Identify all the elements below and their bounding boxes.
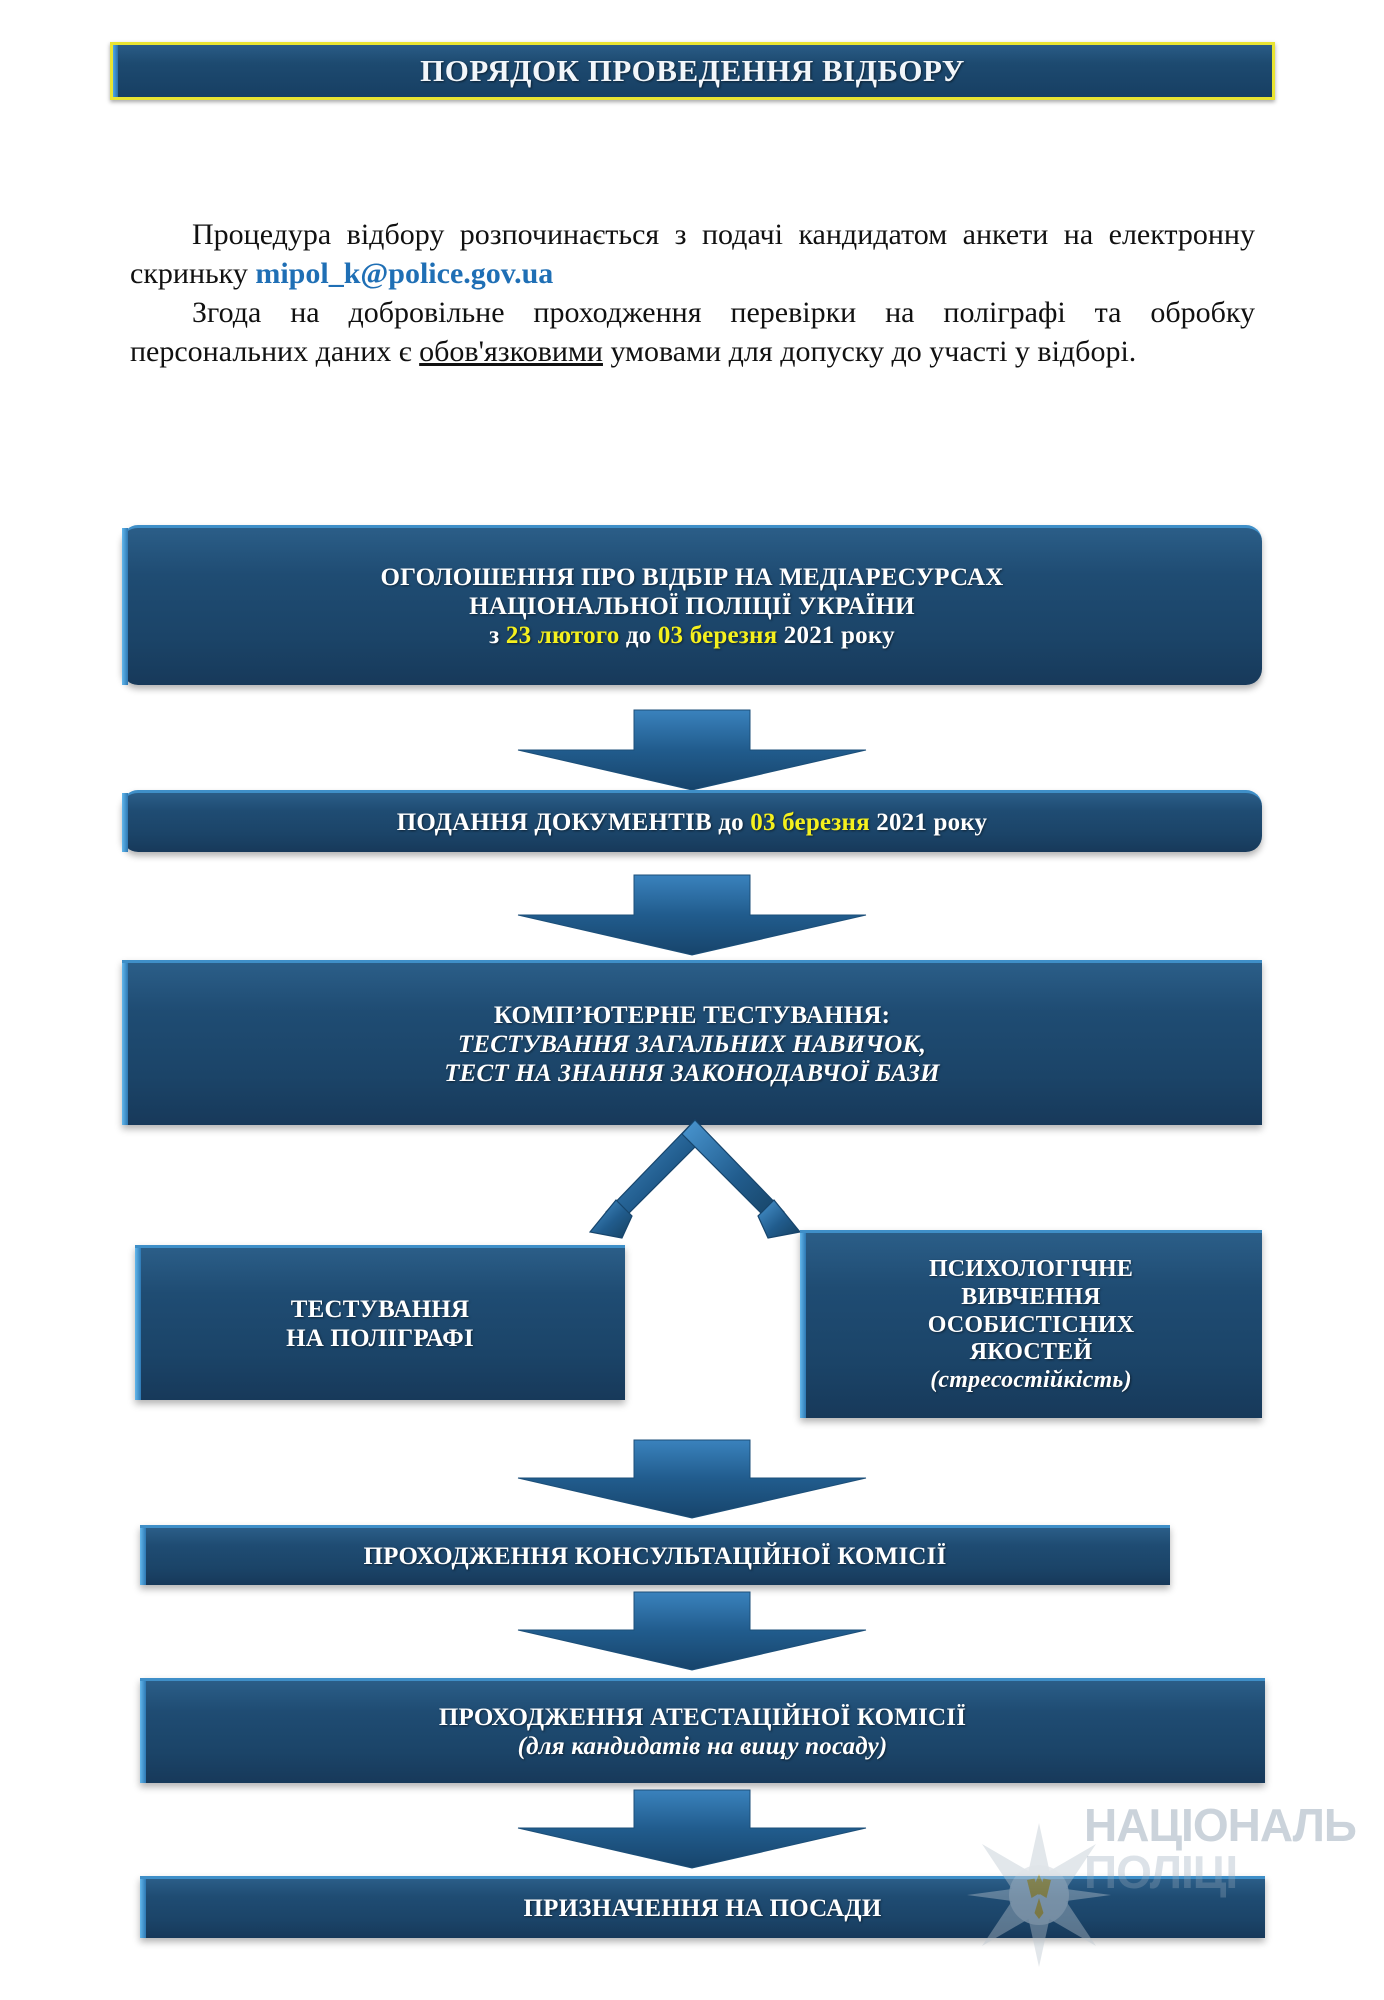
down-arrow-4 xyxy=(518,1592,866,1670)
step4right-line5: (стресостійкість) xyxy=(930,1367,1132,1394)
step4left-line2: НА ПОЛІГРАФІ xyxy=(286,1325,474,1352)
flow-step-appointment xyxy=(140,1876,1265,1938)
flow-step-polygraph-testing xyxy=(135,1245,625,1400)
watermark-line1: НАЦІОНАЛЬ xyxy=(1084,1799,1356,1851)
step2-label: ПОДАННЯ ДОКУМЕНТІВ xyxy=(396,809,719,836)
step1-date-prefix: з xyxy=(489,622,506,649)
watermark-line2: ПОЛІЦІ xyxy=(1084,1845,1238,1898)
step3-line3: ТЕСТ НА ЗНАННЯ ЗАКОНОДАВЧОЇ БАЗИ xyxy=(444,1059,940,1087)
step4right-line1: ПСИХОЛОГІЧНЕ xyxy=(928,1255,1134,1282)
step6-line2: (для кандидатів на вищу посаду) xyxy=(517,1733,888,1760)
step2-date: 03 березня xyxy=(750,809,870,836)
step5-label: ПРОХОДЖЕННЯ КОНСУЛЬТАЦІЙНОЇ КОМІСІЇ xyxy=(363,1543,947,1570)
page-title: ПОРЯДОК ПРОВЕДЕННЯ ВІДБОРУ xyxy=(420,53,965,88)
step1-line1: ОГОЛОШЕННЯ ПРО ВІДБІР НА МЕДІАРЕСУРСАХ xyxy=(380,564,1004,591)
flow-step-attestation-commission xyxy=(140,1678,1265,1783)
step6-line1: ПРОХОДЖЕННЯ АТЕСТАЦІЙНОЇ КОМІСІЇ xyxy=(438,1704,967,1731)
step2-suffix: 2021 року xyxy=(869,809,988,836)
down-arrow-3 xyxy=(518,1440,866,1518)
step7-label: ПРИЗНАЧЕННЯ НА ПОСАДИ xyxy=(523,1895,882,1922)
step1-date-from: 23 лютого xyxy=(505,622,620,649)
step1-date-to: 03 березня xyxy=(657,622,778,649)
intro-p2-text-before: Згода на добровільне проходження перевірки на поліграфі та обробку персональних даних є xyxy=(130,296,1255,368)
flow-step-computer-testing xyxy=(122,960,1262,1125)
step2-preposition: до xyxy=(718,809,751,836)
step1-dates xyxy=(463,621,921,650)
step4left-line1: ТЕСТУВАННЯ xyxy=(290,1296,470,1323)
branch-arrow xyxy=(560,1120,830,1255)
flow-step-document-submission xyxy=(122,790,1262,852)
step4right-line4: ЯКОСТЕЙ xyxy=(969,1339,1093,1366)
step1-line2: НАЦІОНАЛЬНОЇ ПОЛІЦІЇ УКРАЇНИ xyxy=(469,593,915,620)
flow-step-psychological-study xyxy=(800,1230,1262,1418)
intro-p2-text-after: умовами для допуску до участі у відборі. xyxy=(602,335,1137,368)
flow-step-consultative-commission xyxy=(140,1525,1170,1585)
step1-date-middle: до xyxy=(619,622,658,649)
down-arrow-2 xyxy=(518,875,866,955)
down-arrow-5 xyxy=(518,1790,866,1868)
flow-step-announcement xyxy=(122,525,1262,685)
step3-line2: ТЕСТУВАННЯ ЗАГАЛЬНИХ НАВИЧОК, xyxy=(457,1030,927,1058)
intro-p1-text: Процедура відбору розпочинається з подачі кандидатом анкети на електронну скриньку xyxy=(130,218,1255,290)
step2-text xyxy=(371,808,1014,837)
step4right-line2: ВИВЧЕННЯ xyxy=(961,1283,1101,1310)
step3-line1: КОМП’ЮТЕРНЕ ТЕСТУВАННЯ: xyxy=(493,1001,891,1029)
intro-p2-underlined: обов'язковими xyxy=(419,335,603,368)
step1-date-suffix: 2021 року xyxy=(777,622,895,649)
down-arrow-1 xyxy=(518,710,866,790)
email-address[interactable]: mipol_k@police.gov.ua xyxy=(255,257,554,290)
step4right-line3: ОСОБИСТІСНИХ xyxy=(927,1311,1135,1338)
